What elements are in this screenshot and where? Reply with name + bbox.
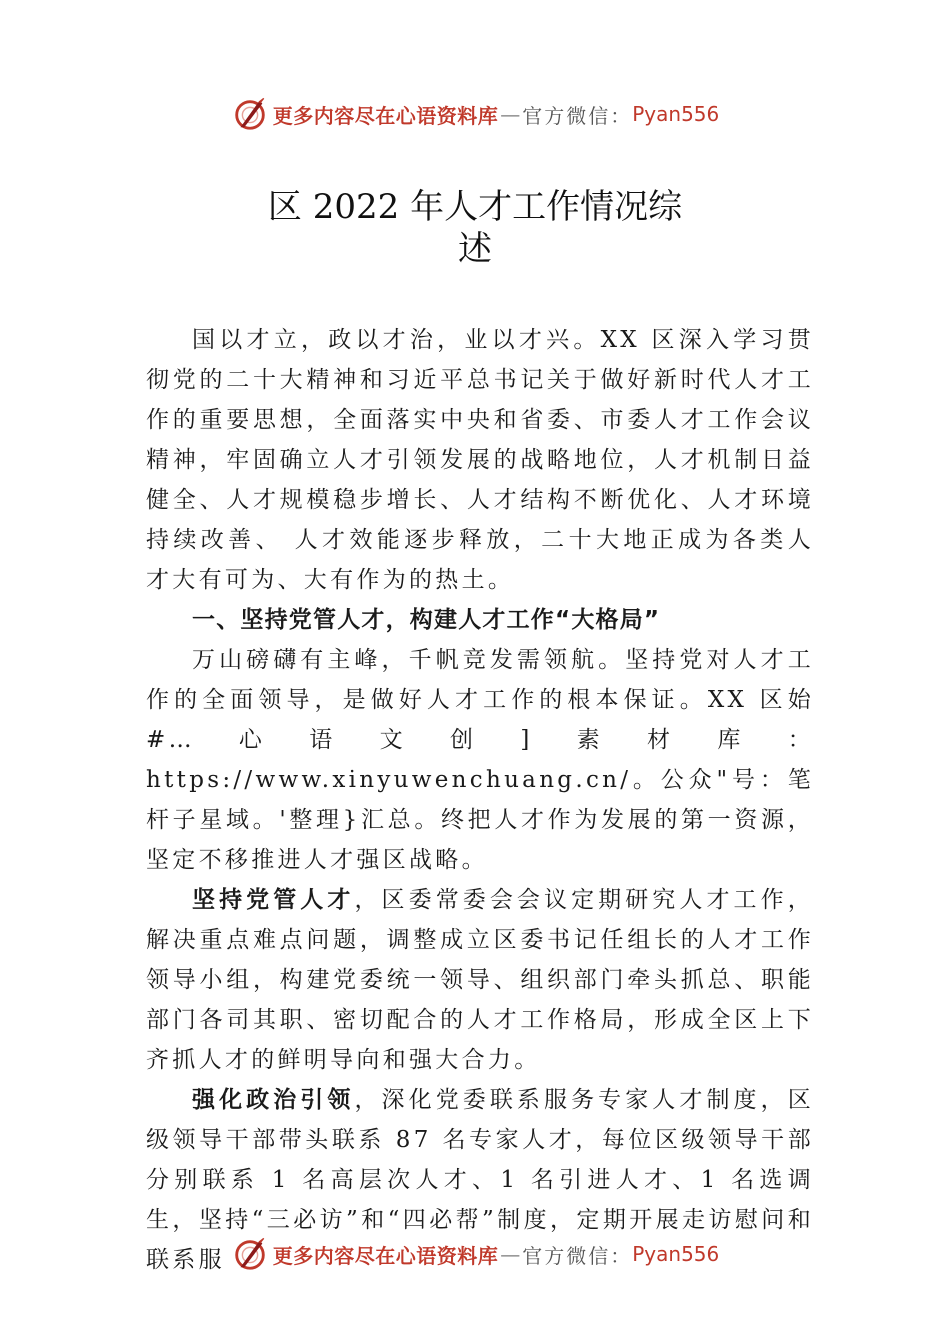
document-title — [0, 186, 950, 270]
section-1-paragraph: 万山磅礴有主峰，千帆竞发需领航。坚持党对人才工作的全面领导，是做好人才工作的根本保证。XX 区始#…心语文创]素材库：https://www.xinyuwenchuang.cn/。公众"号：笔杆子星域。'整理}汇总。终把人才作为发展的第一资源，坚定不移推进人才强区战略。 — [146, 647, 814, 873]
paragraph-party-management — [146, 880, 814, 1080]
quill-pen-seal-icon — [231, 95, 269, 133]
paragraph-2-body: ，区委常委会会议定期研究人才工作，解决重点难点问题，调整成立区委书记任组长的人才工作领导小组，构建党委统一领导、组织部门牵头抓总、职能部门各司其职、密切配合的人才工作格局，形成全区上下齐抓人才的鲜明导向和强大合力。 — [146, 887, 814, 1073]
banner-brand-text: 更多内容尽在心语资料库 — [272, 1243, 499, 1268]
banner-wechat-id: Pyan556 — [632, 102, 720, 126]
footer-watermark-banner — [0, 1234, 950, 1274]
title-line-2: 述 — [458, 229, 492, 269]
banner-brand-text: 更多内容尽在心语资料库 — [272, 103, 499, 128]
quill-pen-seal-icon — [231, 1235, 269, 1273]
banner-dash: — — [500, 1242, 521, 1266]
banner-dash: — — [500, 102, 521, 126]
document-body — [146, 320, 814, 1280]
banner-wechat-id: Pyan556 — [632, 1242, 720, 1266]
banner-wechat-label: 官方微信： — [522, 1243, 633, 1268]
header-watermark-banner — [0, 94, 950, 134]
intro-paragraph: 国以才立，政以才治，业以才兴。XX 区深入学习贯彻党的二十大精神和习近平总书记关于做好新时代人才工作的重要思想，全面落实中央和省委、市委人才工作会议精神，牢固确立人才引领发展的战略地位，人才机制日益健全、人才规模稳步增长、人才结构不断优化、人才环境持续改善、 人才效能逐步释放，二十大地正成为各类人才大有可为、大有作为的热土。 — [146, 327, 814, 593]
section-1-heading: 一、坚持党管人才，构建人才工作“大格局” — [192, 607, 661, 633]
banner-wechat-label: 官方微信： — [522, 103, 633, 128]
paragraph-3-lead: 强化政治引领 — [192, 1087, 355, 1113]
paragraph-3-body: ，深化党委联系服务专家人才制度，区级领导干部带头联系 87 名专家人才，每位区级领导干部分别联系 1 名高层次人才、1 名引进人才、1 名选调生，坚持“三必访”和“四必帮”制度，定期开展走访慰问和联系服 — [146, 1087, 814, 1273]
title-line-1: 区 2022 年人才工作情况综 — [267, 187, 683, 227]
paragraph-2-lead: 坚持党管人才 — [192, 887, 355, 913]
